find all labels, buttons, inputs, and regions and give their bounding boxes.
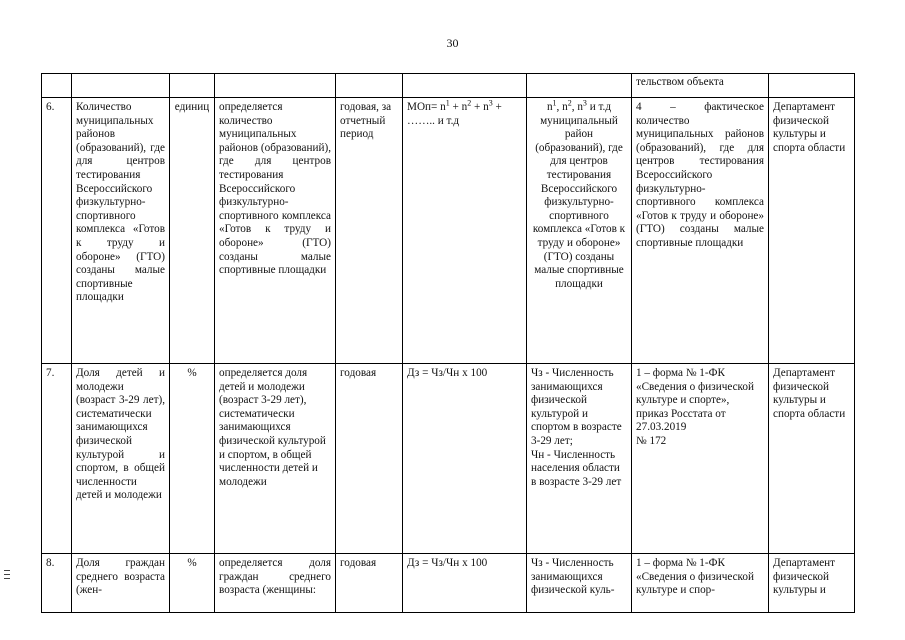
cell-unit: % [170, 554, 215, 613]
vars-part: n [546, 101, 553, 113]
margin-marks [4, 570, 10, 582]
cell-formula [403, 98, 527, 364]
vars-sup: 1 [552, 98, 557, 108]
cell-source: 4 – фактическое количество муниципальных районов (образований), где для центров тестирования Всероссийского физкультурно-спортивного комплекса «Готов к труду и обороне» (ГТО) созданы малые спортивные площадки [632, 98, 769, 364]
cell-variables: Чз - Численность занимающихся физической куль- [527, 554, 632, 613]
table-row-continuation [42, 74, 855, 98]
cell-method: определяется доля детей и молодежи (возраст 3-29 лет), систематически занимающихся физической культурой и спортом, в общей численности детей и молодежи [215, 364, 336, 554]
cell-num: 8. [42, 554, 72, 613]
cell-source-continuation: тельством объекта [632, 74, 769, 98]
cell-source: 1 – форма № 1-ФК «Сведения о физической культуре и спор- [632, 554, 769, 613]
cell-formula: Дз = Чз/Чн х 100 [403, 554, 527, 613]
table-row [42, 98, 855, 364]
formula-part: + n [471, 101, 489, 113]
cell-variables: Чз - Численность занимающихся физической культурой и спортом в возрасте 3-29 лет; Чн - Численность населения области в возрасте 3-29 лет [527, 364, 632, 554]
cell-num: 6. [42, 98, 72, 364]
cell-num: 7. [42, 364, 72, 554]
cell-period: годовая, за отчетный период [336, 98, 403, 364]
cell-method: определяется количество муниципальных районов (образований), где для центров тестирования Всероссийского физкультурно-спортивного комплекса «Готов к труду и обороне» (ГТО) созданы малые спортивные площадки [215, 98, 336, 364]
vars-part: , n [556, 101, 568, 113]
cell-period: годовая [336, 554, 403, 613]
formula-sup: 3 [488, 98, 493, 108]
cell-indicator: Доля граждан среднего возраста (жен- [72, 554, 170, 613]
cell-unit: единиц [170, 98, 215, 364]
cell-method: определяется доля граждан среднего возраста (женщины: [215, 554, 336, 613]
cell-responsible: Департамент физической культуры и спорта области [769, 98, 855, 364]
cell-source: 1 – форма № 1-ФК «Сведения о физической культуре и спорте», приказ Росстата от 27.03.2019 № 172 [632, 364, 769, 554]
formula-part: + …….. и т.д [407, 101, 502, 127]
indicators-table [41, 73, 855, 613]
vars-sup: 2 [567, 98, 572, 108]
vars-part: и т.д муниципальный район (образований), где для центров тестирования Всероссийского физкультурно-спортивного комплекса «Готов к труду и обороне» (ГТО) созданы малые спортивные площадки [532, 101, 626, 290]
formula-sup: 2 [467, 98, 472, 108]
cell-responsible: Департамент физической культуры и [769, 554, 855, 613]
cell-responsible: Департамент физической культуры и спорта области [769, 364, 855, 554]
cell-unit: % [170, 364, 215, 554]
cell-indicator: Доля детей и молодежи (возраст 3-29 лет), систематически занимающихся физической культурой и спортом, в общей численности детей и молодежи [72, 364, 170, 554]
formula-part: МОп= n [407, 101, 446, 113]
table-row [42, 364, 855, 554]
cell-formula: Дз = Чз/Чн х 100 [403, 364, 527, 554]
vars-sup: 3 [582, 98, 587, 108]
cell-variables [527, 98, 632, 364]
formula-sup: 1 [445, 98, 450, 108]
page-number: 30 [446, 36, 459, 50]
formula-part: + n [449, 101, 468, 113]
cell-period: годовая [336, 364, 403, 554]
table-row [42, 554, 855, 613]
vars-part: , n [571, 101, 583, 113]
cell-indicator: Количество муниципальных районов (образований), где для центров тестирования Всероссийского физкультурно-спортивного комплекса «Готов к труду и обороне» (ГТО) созданы малые спортивные площадки [72, 98, 170, 364]
